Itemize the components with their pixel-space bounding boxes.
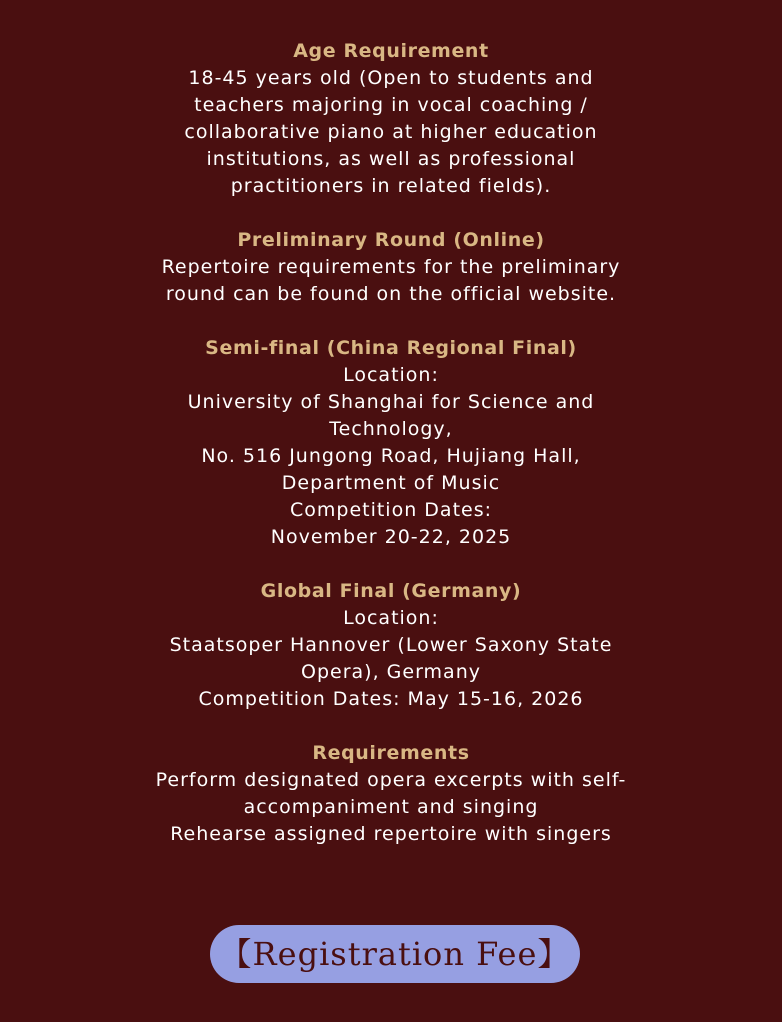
body-line: Location:: [343, 364, 439, 386]
body-line: accompaniment and singing: [243, 796, 539, 818]
section-title: Preliminary Round (Online): [237, 229, 545, 251]
body-line: Competition Dates: May 15-16, 2026: [198, 688, 584, 710]
body-line: Opera), Germany: [301, 661, 481, 683]
section-body: [151, 767, 631, 848]
section-requirements: [0, 740, 782, 848]
body-line: Rehearse assigned repertoire with singers: [170, 823, 612, 845]
competition-info: [0, 38, 782, 875]
section-body: [151, 362, 631, 551]
section-body: [151, 65, 631, 200]
body-line: Competition Dates:: [289, 499, 493, 521]
section-age-requirement: [0, 38, 782, 200]
body-line: No. 516 Jungong Road, Hujiang Hall,: [201, 445, 581, 467]
body-line: 18-45 years old (Open to students and: [188, 67, 594, 89]
section-title: Requirements: [312, 742, 470, 764]
body-line: Perform designated opera excerpts with self-: [155, 769, 627, 791]
body-line: University of Shanghai for Science and: [187, 391, 595, 413]
section-semi-final: [0, 335, 782, 551]
body-line: teachers majoring in vocal coaching /: [194, 94, 588, 116]
body-line: collaborative piano at higher education: [184, 121, 598, 143]
body-line: Department of Music: [281, 472, 501, 494]
section-title: Global Final (Germany): [260, 580, 522, 602]
registration-fee-button[interactable]: 【Registration Fee】: [210, 925, 580, 983]
section-body: [151, 605, 631, 713]
body-line: November 20-22, 2025: [270, 526, 512, 548]
body-line: Staatsoper Hannover (Lower Saxony State: [169, 634, 613, 656]
body-line: Location:: [343, 607, 439, 629]
section-body: [151, 254, 631, 308]
section-title: Age Requirement: [293, 40, 489, 62]
section-title: Semi-final (China Regional Final): [205, 337, 577, 359]
section-global-final: [0, 578, 782, 713]
body-line: Technology,: [329, 418, 453, 440]
section-preliminary-round: [0, 227, 782, 308]
body-line: practitioners in related fields).: [230, 175, 552, 197]
body-line: institutions, as well as professional: [206, 148, 576, 170]
body-line: Repertoire requirements for the preliminary: [161, 256, 621, 278]
body-line: round can be found on the official website.: [165, 283, 617, 305]
